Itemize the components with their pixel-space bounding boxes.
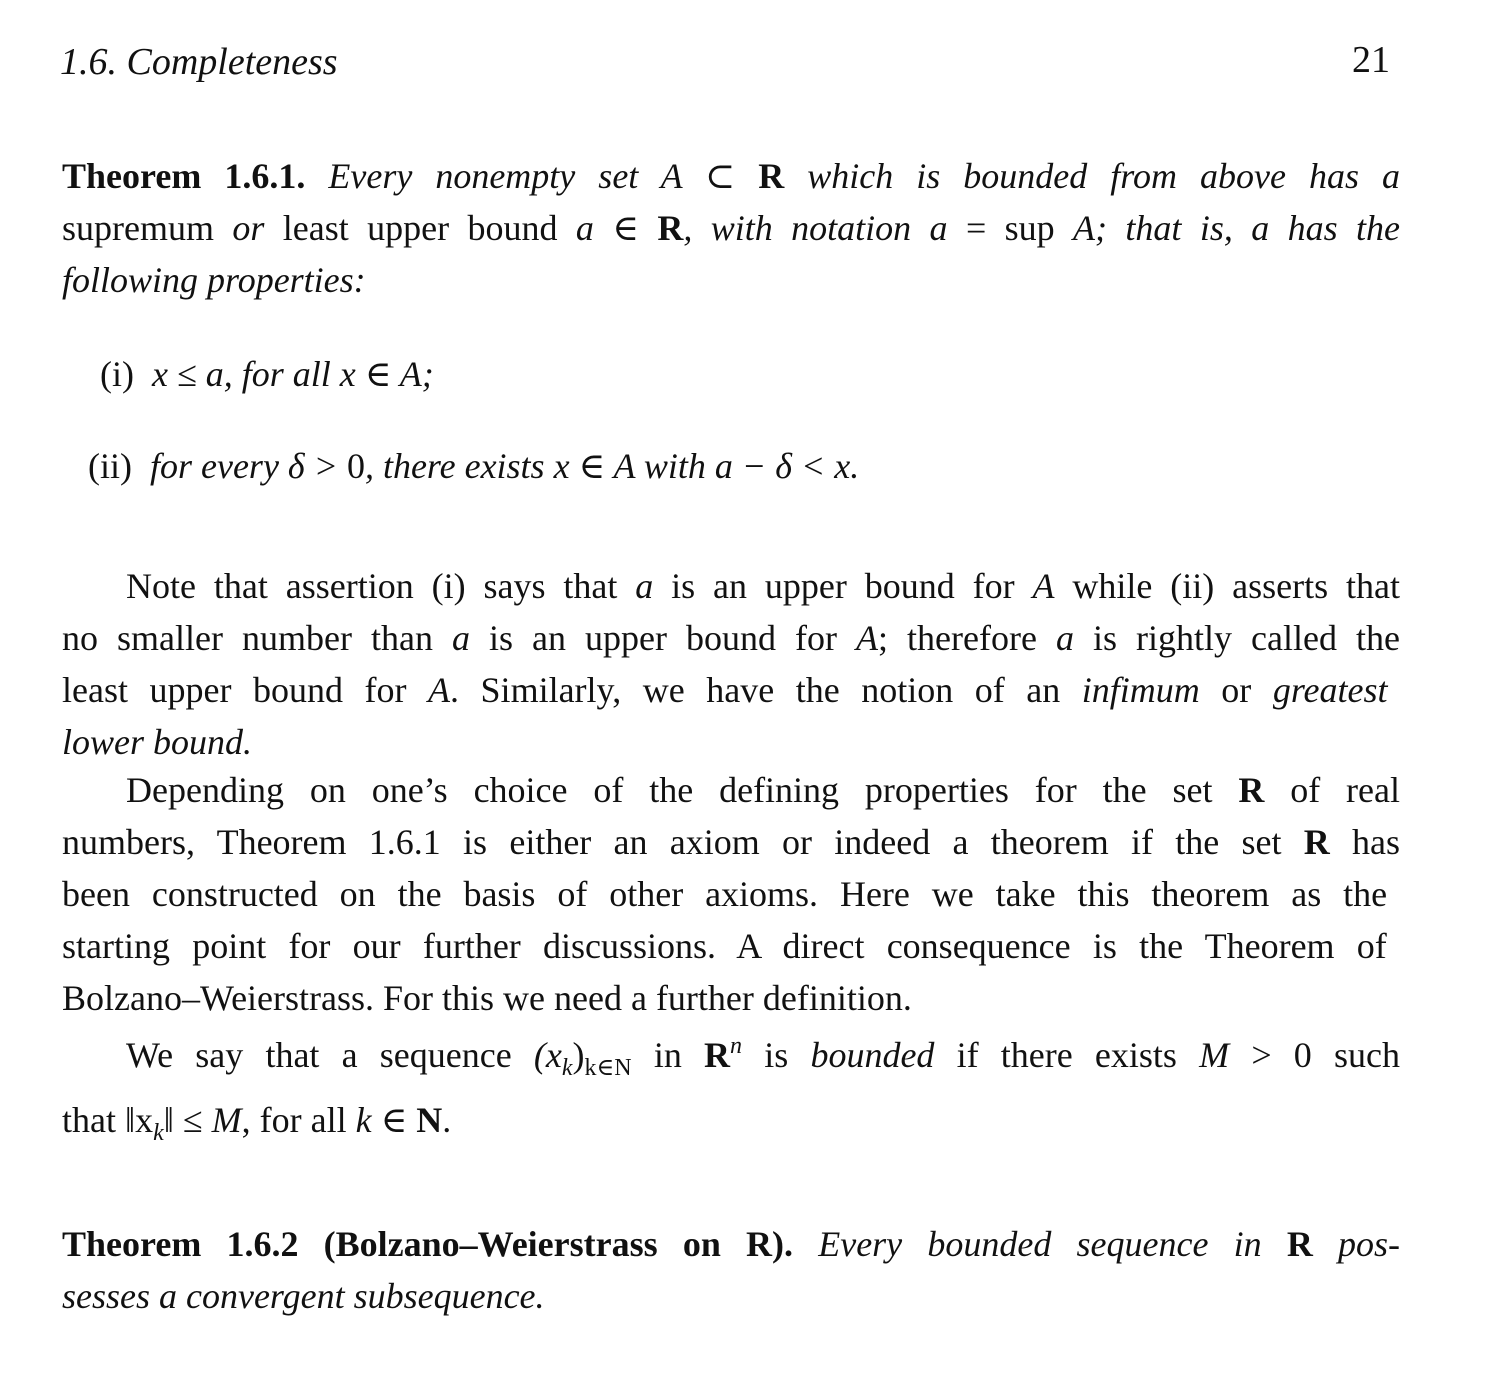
text-span: has [1329,822,1400,862]
text-span: least upper bound [264,208,576,248]
text-span: in [631,1035,705,1075]
text-span: ) [572,1035,585,1075]
text-span: is an upper bound for [653,566,1033,606]
text-span: been constructed on the basis of other axioms. Here we take this theorem as the [62,874,1388,914]
text-span: Note that assertion (i) says that [126,566,636,606]
theorem-1-6-1 [62,150,1400,306]
text-span: supremum [62,208,233,248]
text-span: (ii) [88,446,132,486]
text-span: A [856,618,879,658]
text-span: ; therefore [878,618,1056,658]
text-span: that ‖x [62,1100,154,1140]
property-item-i [100,348,434,400]
text-span: R [1286,1224,1313,1264]
text-span: pos- [1312,1224,1401,1264]
text-span: k [561,1055,573,1081]
text-span: . [442,1100,452,1140]
text-span: of real [1264,770,1401,810]
text-span: numbers, Theorem 1.6.1 is either an axiom or indeed a theorem if the set [62,822,1304,862]
text-span: is an upper bound for [469,618,857,658]
text-span: R [704,1035,731,1075]
text-span: , there exists x ∈ A with a − δ < x. [364,446,860,486]
section-header: 1.6. Completeness [60,41,338,83]
text-span: We say that a sequence [126,1035,534,1075]
property-item-ii [88,440,859,492]
text-span: R [657,208,684,248]
text-span: Bolzano–Weierstrass. For this we need a further definition. [62,978,912,1018]
text-span: following properties: [62,260,366,300]
text-span: greatest [1272,670,1388,710]
text-span: M [1199,1035,1230,1075]
text-span: R [1303,822,1330,862]
text-span: no smaller number than [62,618,452,658]
theorem-label: Theorem 1.6.2 (Bolzano–Weierstrass on R). [62,1224,794,1264]
text-span: bounded [810,1035,935,1075]
text-span: ∈ [593,208,658,248]
text-span: = sup [947,208,1074,248]
text-span: Every bounded sequence in [793,1224,1287,1264]
text-span: or [232,208,265,248]
text-span: N [416,1100,443,1140]
text-span: A [1032,566,1055,606]
paragraph-2 [62,764,1400,1024]
text-span: R [758,156,785,196]
text-span: is [742,1035,811,1075]
text-span: , for all [241,1100,356,1140]
text-span: x ≤ a, for all x ∈ A; [151,354,434,394]
theorem-1-6-2 [62,1218,1400,1322]
text-span: n [730,1033,743,1059]
text-span: k [153,1120,164,1146]
page-number: 21 [1352,39,1390,81]
text-span: sesses a convergent subsequence. [62,1276,545,1316]
text-span: Every nonempty set A ⊂ [305,156,759,196]
text-span: , with notation a [683,208,948,248]
text-span: for every δ > [149,446,347,486]
text-span: while (ii) asserts that [1054,566,1400,606]
theorem-label: Theorem 1.6.1. [62,156,306,196]
text-span: ∈ [371,1100,417,1140]
text-span: A [1073,208,1096,248]
text-span: least upper bound for [62,670,429,710]
text-span: a [635,566,654,606]
text-span: (i) [100,354,134,394]
text-span: 0 [346,446,365,486]
text-span: A [428,670,451,710]
text-span: ‖ ≤ [163,1100,212,1140]
text-span: if there exists [934,1035,1200,1075]
text-span: k [355,1100,372,1140]
text-span: a [451,618,470,658]
paragraph-3 [62,1020,1400,1159]
text-span: Depending on one’s choice of the defining properties for the set [126,770,1239,810]
text-span: starting point for our further discussions. A direct consequence is the Theorem of [62,926,1387,966]
text-span: ; that is, a has the [1095,208,1401,248]
text-span: or [1199,670,1273,710]
text-span: which is bounded from above has a [784,156,1400,196]
text-span: > 0 such [1229,1035,1400,1075]
text-span: . Similarly, we have the notion of an [450,670,1082,710]
text-span: lower bound. [62,722,253,762]
text-span: is rightly called the [1073,618,1400,658]
text-span: infimum [1081,670,1200,710]
text-span: M [211,1100,242,1140]
text-span: R [1238,770,1265,810]
text-span: k∈N [584,1055,632,1081]
text-span: a [1055,618,1074,658]
text-span: (x [533,1035,562,1075]
paragraph-1 [62,560,1400,768]
text-span: a [575,208,594,248]
